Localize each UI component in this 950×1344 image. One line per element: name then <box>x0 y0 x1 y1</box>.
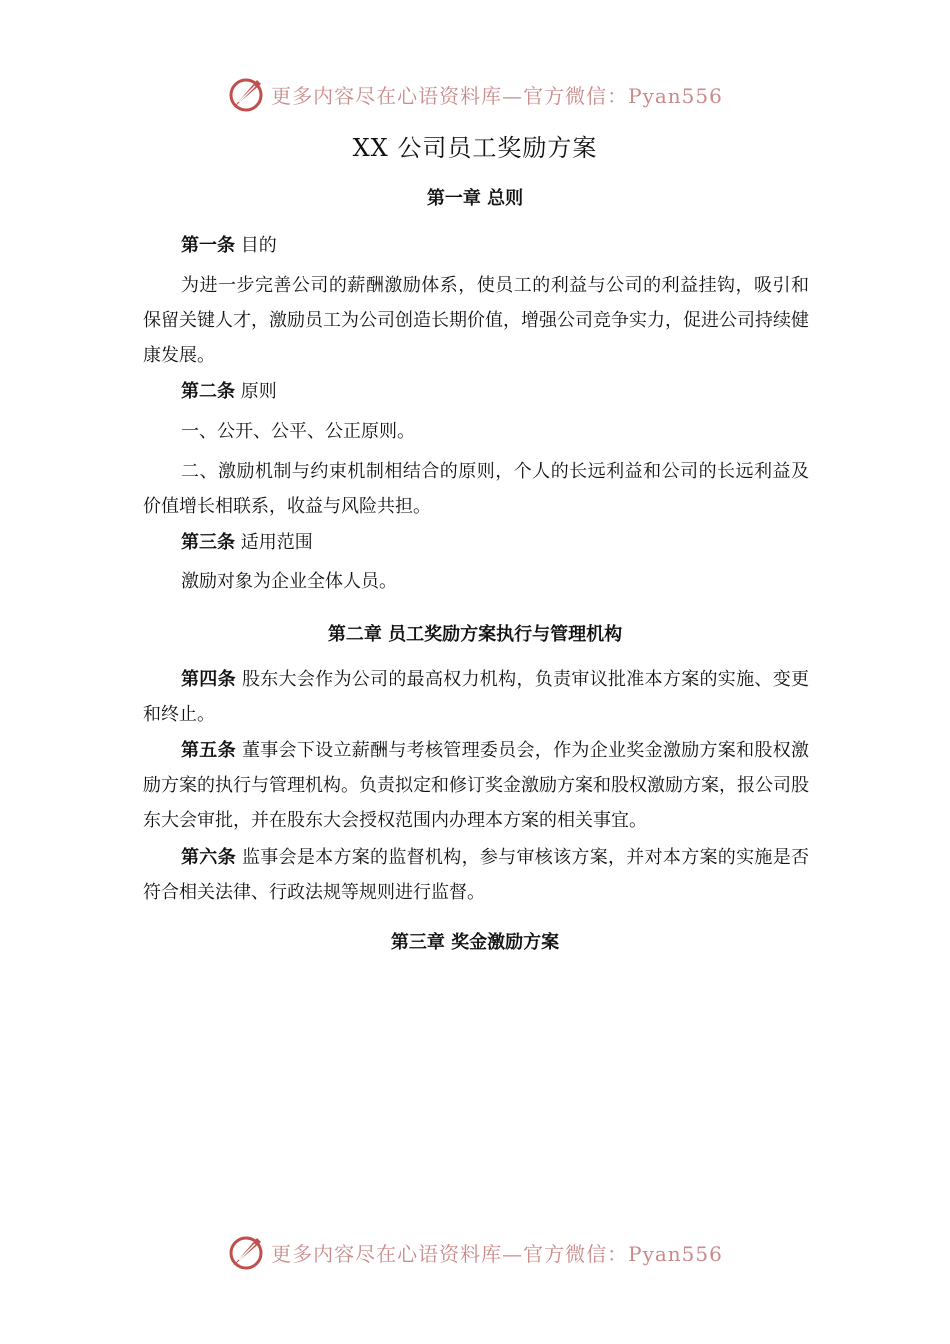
chapter-heading: 第一章 总则 <box>426 188 524 209</box>
article-paragraph <box>143 662 809 732</box>
watermark-top <box>0 72 950 116</box>
article-heading <box>143 228 809 263</box>
article-paragraph <box>143 840 809 910</box>
article-heading <box>143 525 809 560</box>
article-label: 第三条 <box>181 532 235 553</box>
article-text: 股东大会作为公司的最高权力机构，负责审议批准本方案的实施、变更和终止。 <box>143 669 810 725</box>
paragraph: 一、公开、公平、公正原则。 <box>181 421 415 442</box>
article-text: 董事会下设立薪酬与考核管理委员会，作为企业奖金激励方案和股权激励方案的执行与管理机构。负责拟定和修订奖金激励方案和股权激励方案，报公司股东大会审批，并在股东大会授权范围内办理本方案的相关事宜。 <box>143 740 810 831</box>
chapter-heading: 第二章 员工奖励方案执行与管理机构 <box>327 624 623 645</box>
watermark-text: 更多内容尽在心语资料库—官方微信：Pyan556 <box>271 1241 723 1266</box>
article-heading <box>143 374 809 409</box>
paragraph: 为进一步完善公司的薪酬激励体系，使员工的利益与公司的利益挂钩，吸引和保留关键人才，激励员工为公司创造长期价值，增强公司竞争实力，促进公司持续健康发展。 <box>143 275 809 366</box>
article-label: 第二条 <box>181 381 235 402</box>
article-label: 第五条 <box>181 740 236 761</box>
article-paragraph <box>143 733 809 838</box>
document-title: XX 公司员工奖励方案 <box>352 134 598 162</box>
article-title: 原则 <box>235 381 277 402</box>
article-title: 适用范围 <box>235 532 313 553</box>
quill-logo-icon <box>227 1232 267 1272</box>
article-title: 目的 <box>235 235 277 256</box>
watermark-bottom <box>0 1230 950 1274</box>
quill-logo-icon <box>227 74 267 114</box>
chapter-heading: 第三章 奖金激励方案 <box>390 932 560 953</box>
paragraph: 激励对象为企业全体人员。 <box>181 571 397 592</box>
article-label: 第六条 <box>181 847 236 868</box>
article-label: 第一条 <box>181 235 235 256</box>
article-label: 第四条 <box>181 669 236 690</box>
watermark-text: 更多内容尽在心语资料库—官方微信：Pyan556 <box>271 83 723 108</box>
article-text: 监事会是本方案的监督机构，参与审核该方案，并对本方案的实施是否符合相关法律、行政法规等规则进行监督。 <box>143 847 810 903</box>
paragraph: 二、激励机制与约束机制相结合的原则，个人的长远利益和公司的长远利益及价值增长相联系，收益与风险共担。 <box>143 461 809 517</box>
